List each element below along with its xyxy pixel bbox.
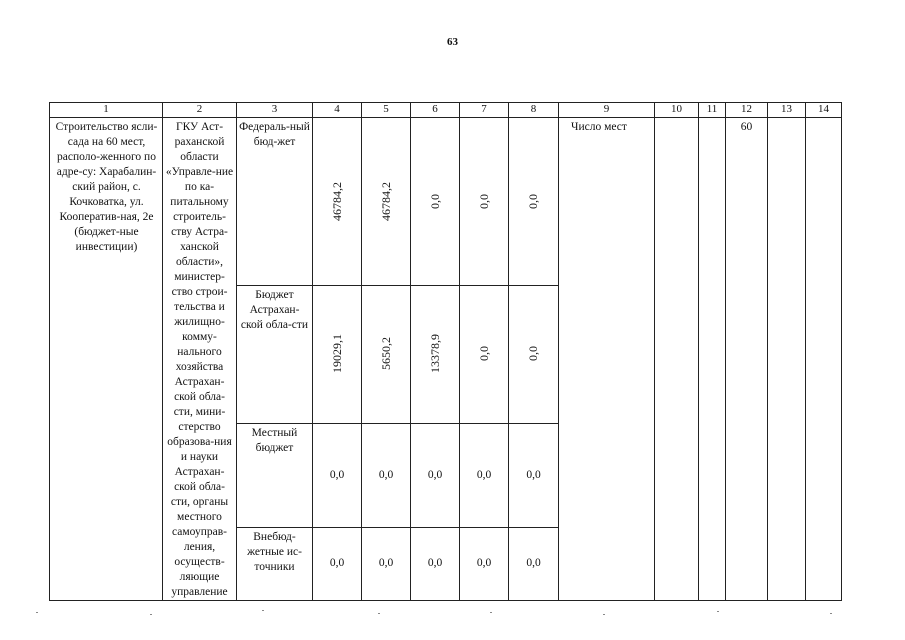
value-text: 0,0 [476, 346, 491, 362]
funding-source-cell: Внебюд-жетные ис-точники [237, 527, 313, 600]
indicator-value-cell: 60 [726, 118, 768, 601]
funding-source-cell: Местный бюджет [237, 423, 313, 527]
value-text: 0,0 [526, 346, 540, 362]
value-text: 46784,2 [329, 181, 344, 221]
value-cell [362, 118, 411, 286]
header-cell: 7 [460, 103, 509, 118]
value-cell: 0,0 [313, 527, 362, 600]
header-cell: 9 [559, 103, 655, 118]
header-cell: 8 [509, 103, 559, 118]
value-cell: 0,0 [411, 527, 460, 600]
indicator-name-cell: Число мест [559, 118, 655, 601]
header-cell: 5 [362, 103, 411, 118]
empty-cell [768, 118, 806, 601]
scan-dot [36, 612, 38, 613]
value-text: 5650,2 [378, 337, 393, 371]
header-cell: 3 [237, 103, 313, 118]
header-cell: 2 [163, 103, 237, 118]
table-row [50, 118, 842, 286]
value-cell: 0,0 [460, 527, 509, 600]
responsible-org-cell: ГКУ Аст-раханской области «Управле-ние по ка-питальному строитель-ству Астра-ханской области», министер-ство строи-тельства и жилищно-комму-нального хозяйства Астрахан-ской обла-сти, мини-стерство образова-ния и науки Астрахан-ской обла-сти, органы местного самоуправ-ления, осуществ-ляющие управление [163, 118, 237, 601]
empty-cell [655, 118, 699, 601]
value-cell [460, 118, 509, 286]
header-cell: 4 [313, 103, 362, 118]
header-cell: 11 [699, 103, 726, 118]
value-text: 19029,1 [329, 334, 344, 374]
value-cell: 0,0 [509, 423, 559, 527]
header-cell: 13 [768, 103, 806, 118]
value-cell [460, 286, 509, 424]
value-text: 13378,9 [427, 334, 442, 374]
page-number: 63 [447, 36, 458, 48]
funding-source-cell: Бюджет Астрахан-ской обла-сти [237, 286, 313, 424]
value-cell [509, 118, 559, 286]
value-text: 46784,2 [378, 181, 393, 221]
value-cell: 0,0 [509, 527, 559, 600]
value-cell [411, 118, 460, 286]
scan-dot [150, 614, 152, 615]
budget-table [49, 102, 842, 601]
value-cell: 0,0 [362, 423, 411, 527]
value-cell [313, 118, 362, 286]
scan-noise [0, 600, 905, 620]
value-cell [509, 286, 559, 424]
value-cell: 0,0 [313, 423, 362, 527]
value-text: 0,0 [526, 193, 540, 209]
value-cell [411, 286, 460, 424]
value-text: 0,0 [476, 193, 491, 209]
empty-cell [806, 118, 842, 601]
value-cell [362, 286, 411, 424]
scan-dot [603, 614, 605, 615]
value-cell: 0,0 [460, 423, 509, 527]
empty-cell [699, 118, 726, 601]
scan-dot [490, 612, 492, 613]
header-cell: 10 [655, 103, 699, 118]
header-cell: 6 [411, 103, 460, 118]
value-cell [313, 286, 362, 424]
header-cell: 12 [726, 103, 768, 118]
funding-source-cell: Федераль-ный бюд-жет [237, 118, 313, 286]
scan-dot [262, 610, 264, 611]
scan-dot [717, 611, 719, 612]
project-name-cell: Строительство ясли-сада на 60 мест, располо-женного по адре-су: Харабалин-ский район, с. Кочковатка, ул. Кооператив-ная, 2е (бюджет-ные инвестиции) [50, 118, 163, 601]
value-cell: 0,0 [362, 527, 411, 600]
header-cell: 1 [50, 103, 163, 118]
value-cell: 0,0 [411, 423, 460, 527]
header-row [50, 103, 842, 118]
header-cell: 14 [806, 103, 842, 118]
scan-dot [378, 613, 380, 614]
scan-dot [830, 613, 832, 614]
value-text: 0,0 [427, 193, 442, 209]
